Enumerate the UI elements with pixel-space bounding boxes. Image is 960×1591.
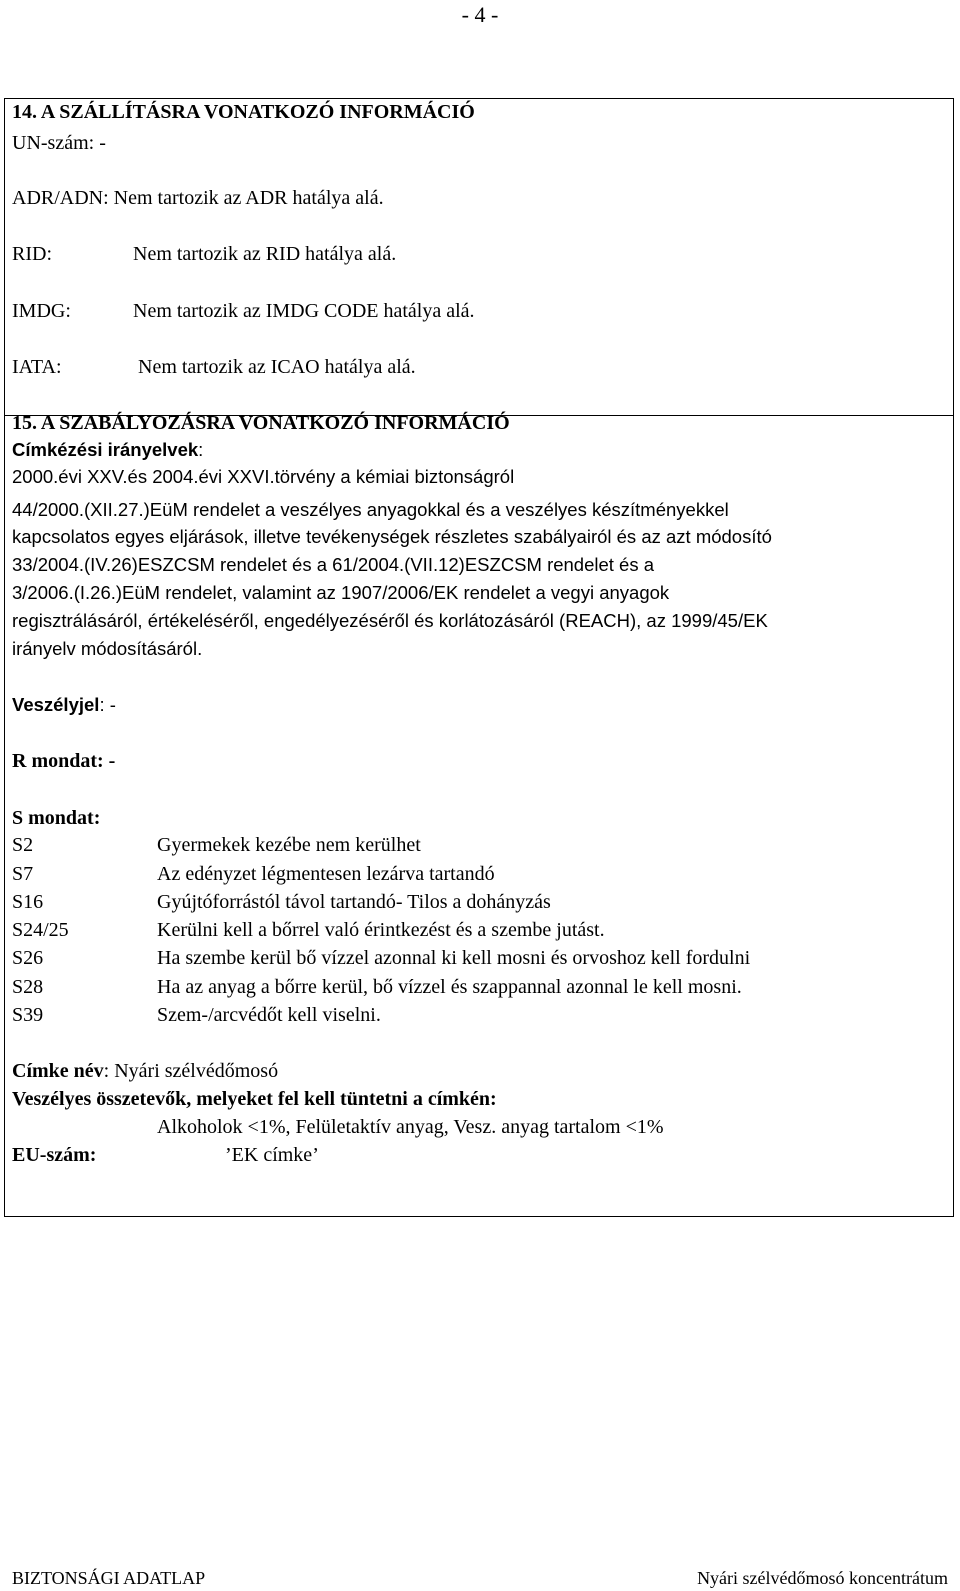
rid-value: Nem tartozik az RID hatálya alá. xyxy=(133,243,397,265)
un-number-value: - xyxy=(99,132,106,154)
guidelines-colon: : xyxy=(198,439,204,460)
section-15-heading: 15. A SZABÁLYOZÁSRA VONATKOZÓ INFORMÁCIÓ xyxy=(12,412,510,434)
s-phrase-text: Gyermekek kezébe nem kerülhet xyxy=(157,834,421,856)
adr-label: ADR/ADN: xyxy=(12,187,109,209)
label-name-label: Címke név xyxy=(12,1060,104,1082)
s-phrase-code: S24/25 xyxy=(12,919,69,941)
label-name-row xyxy=(12,1058,278,1084)
law-line: regisztrálásáról, értékeléséről, engedélyezéséről és korlátozásáról (REACH), az 1999/45/EK xyxy=(12,610,768,631)
iata-value: Nem tartozik az ICAO hatálya alá. xyxy=(138,356,416,378)
s-phrase-code: S16 xyxy=(12,891,44,913)
page-number: - 4 - xyxy=(461,2,499,27)
adr-value: Nem tartozik az ADR hatálya alá. xyxy=(113,187,384,209)
footer-right: Nyári szélvédőmosó koncentrátum xyxy=(697,1568,948,1588)
law-line: 3/2006.(I.26.)EüM rendelet, valamint az 1907/2006/EK rendelet a vegyi anyagok xyxy=(12,582,670,603)
hazard-symbol-value: : - xyxy=(99,694,116,715)
law-line: 33/2004.(IV.26)ESZCSM rendelet és a 61/2004.(VII.12)ESZCSM rendelet és a xyxy=(12,554,655,575)
s-phrase-code: S39 xyxy=(12,1004,44,1026)
s-phrase-code: S2 xyxy=(12,834,34,856)
law-line: irányelv módosításáról. xyxy=(12,638,203,659)
s-phrase-code: S7 xyxy=(12,863,34,885)
guidelines-row xyxy=(12,437,203,463)
s-phrase-label: S mondat: xyxy=(12,807,101,829)
s-phrase-text: Ha szembe kerül bő vízzel azonnal ki kell mosni és orvoshoz kell fordulni xyxy=(157,947,751,969)
s-phrase-text: Ha az anyag a bőrre kerül, bő vízzel és szappannal azonnal le kell mosni. xyxy=(157,976,742,998)
s-phrase-text: Gyújtóforrástól távol tartandó- Tilos a dohányzás xyxy=(157,891,551,913)
un-number-label: UN-szám: xyxy=(12,132,95,154)
s-phrase-text: Kerülni kell a bőrrel való érintkezést és a szembe jutást. xyxy=(157,919,605,941)
imdg-value: Nem tartozik az IMDG CODE hatálya alá. xyxy=(133,300,475,322)
footer-left: BIZTONSÁGI ADATLAP xyxy=(12,1568,206,1588)
s-phrase-code: S26 xyxy=(12,947,44,969)
eu-number-value: ’EK címke’ xyxy=(225,1144,319,1166)
law-line: 2000.évi XXV.és 2004.évi XXVI.törvény a kémiai biztonságról xyxy=(12,466,515,487)
imdg-label: IMDG: xyxy=(12,300,71,322)
iata-label: IATA: xyxy=(12,356,62,378)
s-phrase-text: Az edényzet légmentesen lezárva tartandó xyxy=(157,863,495,885)
hazard-symbol-row xyxy=(12,692,116,718)
s-phrase-code: S28 xyxy=(12,976,44,998)
label-name-value: : Nyári szélvédőmosó xyxy=(103,1060,279,1082)
r-phrase-label: R mondat: - xyxy=(12,750,116,772)
eu-number-label: EU-szám: xyxy=(12,1144,97,1166)
un-number-row xyxy=(12,130,106,156)
law-line: 44/2000.(XII.27.)EüM rendelet a veszélyes anyagokkal és a veszélyes készítményekkel xyxy=(12,499,729,520)
hazardous-components-value: Alkoholok <1%, Felületaktív anyag, Vesz. anyag tartalom <1% xyxy=(157,1116,664,1138)
rid-label: RID: xyxy=(12,243,52,265)
s-phrase-text: Szem-/arcvédőt kell viselni. xyxy=(157,1004,381,1026)
adr-row xyxy=(12,185,384,211)
guidelines-label: Címkézési irányelvek xyxy=(12,439,199,460)
section-14-heading: 14. A SZÁLLÍTÁSRA VONATKOZÓ INFORMÁCIÓ xyxy=(12,101,475,123)
hazard-symbol-label: Veszélyjel xyxy=(12,694,100,715)
hazardous-components-label: Veszélyes összetevők, melyeket fel kell tüntetni a címkén: xyxy=(12,1088,497,1110)
law-line: kapcsolatos egyes eljárások, illetve tevékenységek részletes szabályairól és az azt módosító xyxy=(12,526,772,547)
